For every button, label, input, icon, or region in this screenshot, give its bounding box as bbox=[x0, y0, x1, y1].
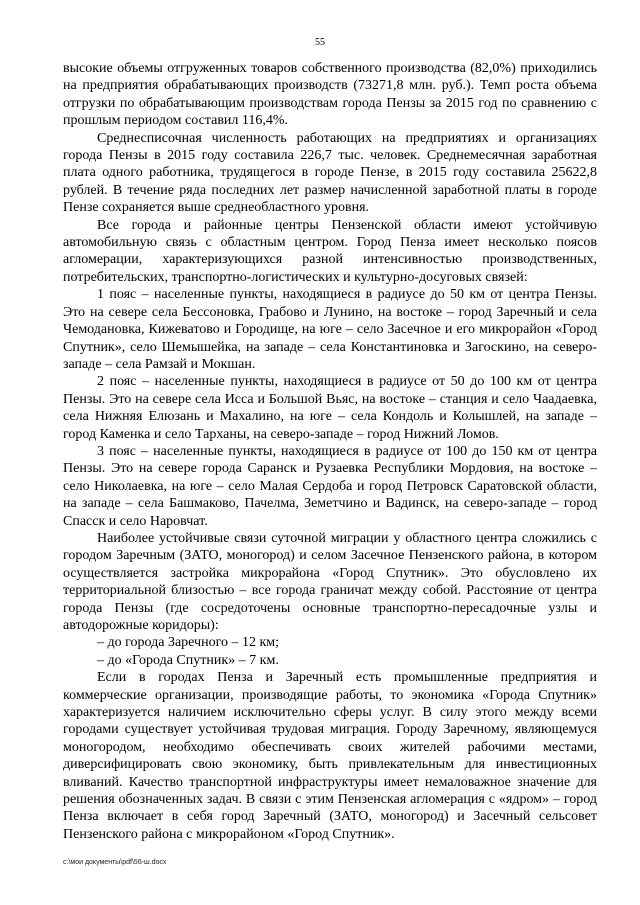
footer-file-path: c:\мои документы\pdf\56-ш.docx bbox=[63, 859, 167, 866]
paragraph-employment-wages: Среднесписочная численность работающих на предприятиях и организациях города Пензы в 2015 году составила 226,7 тыс. человек. Среднемесячная заработная плата одного работника, трудящегося в городе Пензе, в 2015 году составила 25622,8 рублей. В течение ряда последних лет размер начисленной заработной платы в городе Пензе сохраняется выше среднеобластного уровня. bbox=[63, 130, 597, 216]
paragraph-belt-2: 2 пояс – населенные пункты, находящиеся в радиусе от 50 до 100 км от центра Пензы. Это на севере села Исса и Большой Вьяс, на востоке – станция и село Чаадаевка, села Нижняя Елюзань и Махалино, на юге – села Кондоль и Колышлей, на западе – город Каменка и село Тарханы, на северо-западе – город Нижний Ломов. bbox=[63, 374, 597, 442]
paragraph-belt-3: 3 пояс – населенные пункты, находящиеся в радиусе от 100 до 150 км от центра Пензы. Это на севере города Саранск и Рузаевка Республики Мордовия, на востоке – село Николаевка, на юге – село Малая Сердоба и город Петровск Саратовской области, на западе – села Башмаково, Пачелма, Земетчино и Вадинск, на северо-западе – город Спасск и село Наровчат. bbox=[63, 443, 597, 529]
paragraph-belt-1: 1 пояс – населенные пункты, находящиеся в радиусе до 50 км от центра Пензы. Это на севере села Бессоновка, Грабово и Лунино, на востоке – город Заречный и села Чемодановка, Кижеватово и Городище, на юге – село Засечное и его микрорайон «Город Спутник», село Шемышейка, на западе – села Константиновка и Загоскино, на северо-западе – села Рамзай и Мокшан. bbox=[63, 287, 597, 372]
paragraph-agglomeration-belts: Все города и районные центры Пензенской области имеют устойчивую автомобильную связь с областным центром. Город Пенза имеет несколько поясов агломерации, характеризующихся разной интенсивностью производственных, потребительских, транспортно-логистических и культурно-досуговых связей: bbox=[63, 217, 597, 285]
body-text bbox=[63, 60, 597, 843]
list-item-sputnik-distance: – до «Города Спутник» – 7 км. bbox=[97, 652, 279, 668]
list-item-zarechny-distance: – до города Заречного – 12 км; bbox=[97, 635, 280, 651]
page-number: 55 bbox=[315, 37, 325, 48]
paragraph-commuter-links: Наиболее устойчивые связи суточной миграции у областного центра сложились с городом Заречным (ЗАТО, моногород) и селом Засечное Пензенского района, в котором осуществляется застройка микрорайона «Город Спутник». Это обусловлено их территориальной близостью – все города граничат между собой. Расстояние от центра города Пензы (где сосредоточены основные транспортно-пересадочные узлы и автодорожные коридоры): bbox=[63, 530, 597, 633]
paragraph-labor-migration: Если в городах Пенза и Заречный есть промышленные предприятия и коммерческие организации, производящие работы, то экономика «Города Спутник» характеризуется наличием исключительно сферы услуг. В силу этого между всеми городами существует устойчивая трудовая миграция. Городу Заречному, являющемуся моногородом, необходимо обеспечивать своих жителей рабочими местами, диверсифицировать свою экономику, быть привлекательным для инвестиционных вливаний. Качество транспортной инфраструктуры имеет немаловажное значение для решения обозначенных задач. В связи с этим Пензенская агломерация с «ядром» – город Пенза включает в себя город Заречный (ЗАТО, моногород) и Засечный сельсовет Пензенского района с микрорайоном «Город Спутник». bbox=[63, 670, 597, 842]
paragraph-industrial-output: высокие объемы отгруженных товаров собственного производства (82,0%) приходились на предприятия обрабатывающих производств (73271,8 млн. руб.). Темп роста объема отгрузки по обрабатывающим производствам города Пензы за 2015 год по сравнению с прошлым периодом составил 116,4%. bbox=[63, 61, 597, 129]
